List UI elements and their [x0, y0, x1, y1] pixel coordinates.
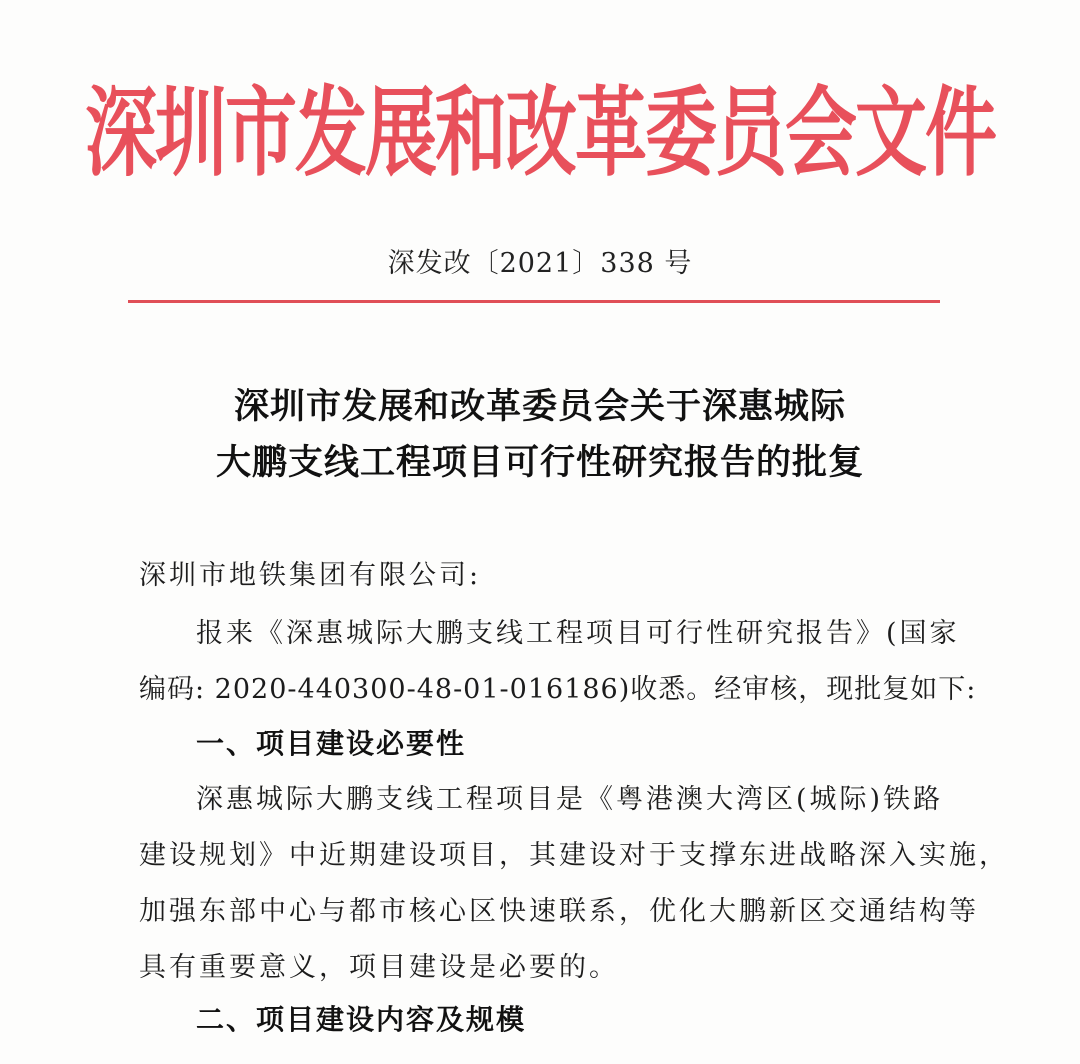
issuer-header-title: 深圳市发展和改革委员会文件: [84, 75, 995, 190]
document-title-line-2: 大鹏支线工程项目可行性研究报告的批复: [215, 443, 864, 483]
red-divider-line: [128, 300, 940, 303]
paragraph-1-line-2: 编码: 2020-440300-48-01-016186)收悉。经审核，现批复如下:: [139, 674, 977, 705]
document-number: 深发改〔2021〕338 号: [387, 248, 693, 279]
section-1-heading: 一、项目建设必要性: [196, 727, 467, 760]
paragraph-2-line-3: 加强东部中心与都市核心区快速联系，优化大鹏新区交通结构等: [139, 896, 979, 927]
addressee: 深圳市地铁集团有限公司:: [139, 560, 482, 591]
document-title-line-1: 深圳市发展和改革委员会关于深惠城际: [233, 387, 846, 427]
paragraph-2-line-2: 建设规划》中近期建设项目，其建设对于支撑东进战略深入实施，: [139, 840, 1009, 871]
section-2-heading: 二、项目建设内容及规模: [196, 1003, 527, 1036]
paragraph-2-line-1: 深惠城际大鹏支线工程项目是《粤港澳大湾区(城际)铁路: [196, 784, 944, 815]
paragraph-1-line-1: 报来《深惠城际大鹏支线工程项目可行性研究报告》(国家: [196, 618, 960, 649]
paragraph-2-line-4: 具有重要意义，项目建设是必要的。: [139, 952, 619, 983]
